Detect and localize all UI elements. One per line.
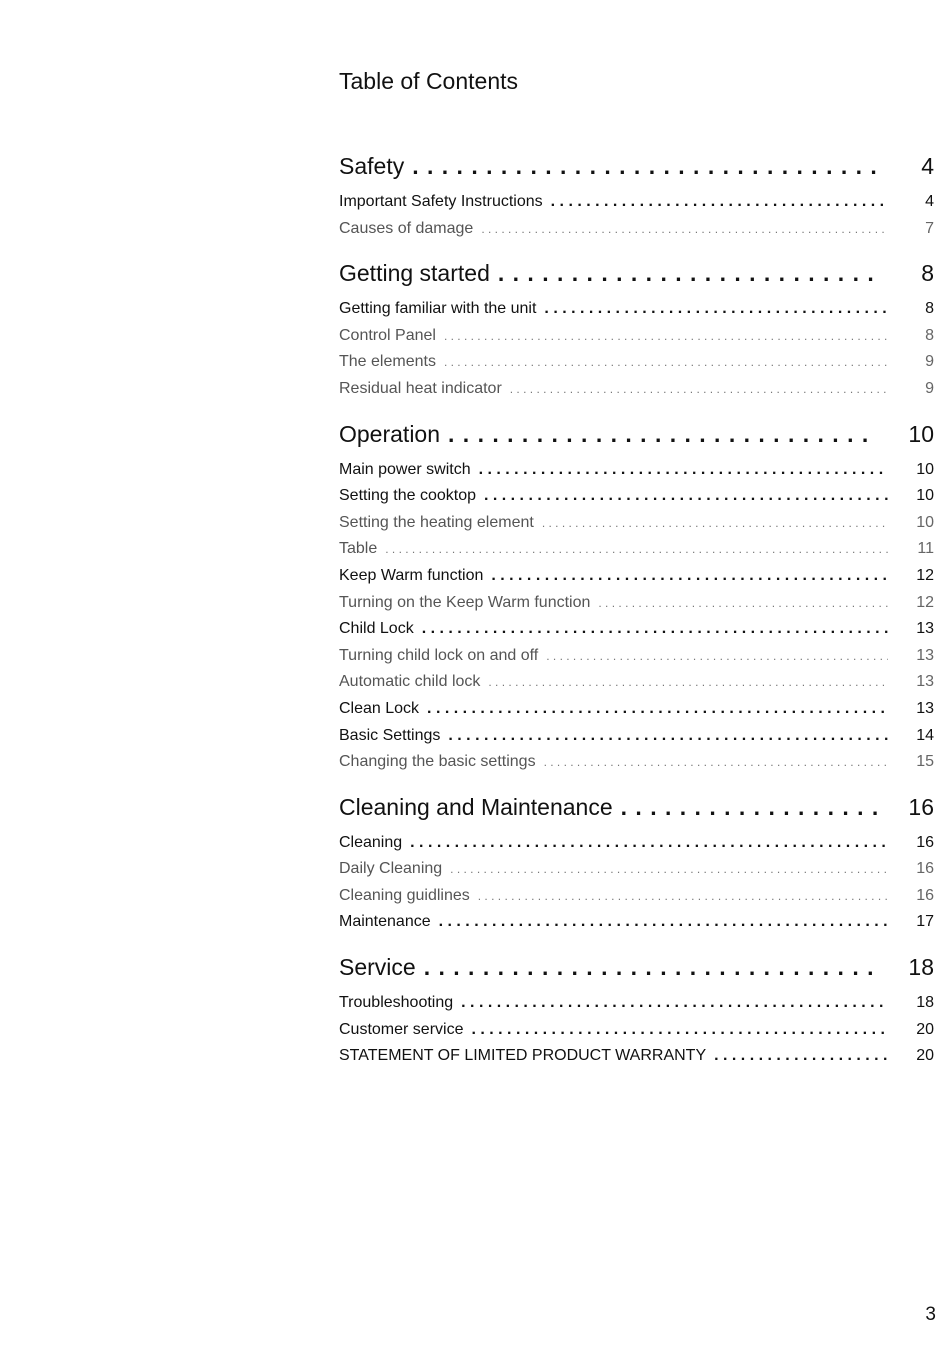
toc-entry-page: 17 xyxy=(916,913,934,931)
toc-entry[interactable] xyxy=(339,647,934,674)
toc-section xyxy=(339,794,934,940)
toc-entry-label: Operation xyxy=(339,420,441,447)
toc-heading[interactable] xyxy=(339,421,934,461)
toc-entry-page: 13 xyxy=(916,699,934,717)
toc-entry-label: Causes of damage xyxy=(339,219,474,237)
toc-entry-label: Basic Settings xyxy=(339,726,441,744)
toc-entry-page: 10 xyxy=(916,513,934,531)
toc-entry-label: Clean Lock xyxy=(339,699,420,717)
dot-leader xyxy=(471,1021,888,1039)
toc-entry-label: Cleaning xyxy=(339,833,403,851)
toc-entry-label: The elements xyxy=(339,353,436,371)
toc-entry-label: Service xyxy=(339,954,416,981)
toc-heading[interactable] xyxy=(339,260,934,300)
toc-entry-page: 16 xyxy=(916,886,934,904)
toc-entry[interactable] xyxy=(339,193,934,220)
dot-leader xyxy=(488,675,888,689)
toc-entry[interactable] xyxy=(339,887,934,914)
dot-leader xyxy=(598,596,888,610)
toc-entry-label: Setting the heating element xyxy=(339,513,534,531)
toc-entry-page: 10 xyxy=(908,420,934,447)
toc-entry-label: Residual heat indicator xyxy=(339,379,502,397)
dot-leader xyxy=(427,700,888,718)
toc-entry-label: Getting familiar with the unit xyxy=(339,300,537,318)
toc-entry-page: 16 xyxy=(916,833,934,851)
toc-entry[interactable] xyxy=(339,594,934,621)
dot-leader xyxy=(621,794,878,821)
dot-leader xyxy=(385,542,888,556)
toc-entry-page: 4 xyxy=(921,153,934,179)
toc-entry-page: 11 xyxy=(917,540,934,558)
toc-entry-label: Control Panel xyxy=(339,326,436,344)
dot-leader xyxy=(479,461,888,479)
dot-leader xyxy=(544,300,888,318)
toc-entry[interactable] xyxy=(339,753,934,780)
toc-entry-page: 16 xyxy=(908,793,934,820)
dot-leader xyxy=(551,193,888,211)
toc-entry-label: Child Lock xyxy=(339,620,414,638)
toc-entry[interactable] xyxy=(339,834,934,861)
toc-heading[interactable] xyxy=(339,954,934,994)
page-title: Table of Contents xyxy=(339,68,519,94)
dot-leader xyxy=(498,260,878,287)
toc-entry-page: 9 xyxy=(925,353,934,371)
toc-entry[interactable] xyxy=(339,1047,934,1074)
toc-entry-label: Daily Cleaning xyxy=(339,860,443,878)
toc-entry[interactable] xyxy=(339,1021,934,1048)
toc-entry-page: 8 xyxy=(921,260,934,287)
toc-entry[interactable] xyxy=(339,913,934,940)
toc-entry-label: Keep Warm function xyxy=(339,566,484,584)
toc-entry-page: 8 xyxy=(925,326,934,344)
toc-entry-page: 13 xyxy=(916,646,934,664)
toc-entry[interactable] xyxy=(339,461,934,488)
toc-entry-label: Turning on the Keep Warm function xyxy=(339,593,591,611)
toc-entry-page: 14 xyxy=(916,726,934,744)
dot-leader xyxy=(461,994,888,1012)
dot-leader xyxy=(481,222,888,236)
toc-entry-label: STATEMENT OF LIMITED PRODUCT WARRANTY xyxy=(339,1047,707,1065)
dot-leader xyxy=(410,834,888,852)
toc-entry-page: 12 xyxy=(916,566,934,584)
toc-entry-page: 10 xyxy=(916,487,934,505)
toc-section xyxy=(339,421,934,780)
toc-entry-label: Changing the basic settings xyxy=(339,753,536,771)
toc-entry-page: 7 xyxy=(925,219,934,237)
toc-entry-page: 20 xyxy=(916,1047,934,1065)
toc-entry-label: Setting the cooktop xyxy=(339,487,476,505)
toc-entry-page: 18 xyxy=(916,994,934,1012)
toc-entry[interactable] xyxy=(339,487,934,514)
toc-entry-label: Important Safety Instructions xyxy=(339,193,543,210)
toc-entry[interactable] xyxy=(339,994,934,1021)
toc-entry[interactable] xyxy=(339,673,934,700)
dot-leader xyxy=(424,954,878,981)
toc-entry-label: Cleaning and Maintenance xyxy=(339,793,613,820)
toc-section xyxy=(339,153,934,246)
dot-leader xyxy=(714,1047,888,1065)
toc-entry[interactable] xyxy=(339,514,934,541)
toc-entry[interactable] xyxy=(339,300,934,327)
dot-leader xyxy=(448,727,888,745)
toc-entry-label: Turning child lock on and off xyxy=(339,646,539,664)
toc-entry-page: 13 xyxy=(916,673,934,691)
toc-entry-label: Maintenance xyxy=(339,913,431,931)
toc-entry-page: 4 xyxy=(925,193,934,210)
toc-entry-label: Troubleshooting xyxy=(339,994,454,1012)
toc-section xyxy=(339,260,934,406)
toc-section xyxy=(339,954,934,1074)
toc-entry[interactable] xyxy=(339,353,934,380)
toc-entry-page: 12 xyxy=(916,593,934,611)
toc-entry-page: 16 xyxy=(916,860,934,878)
toc-entry[interactable] xyxy=(339,540,934,567)
toc-entry-label: Customer service xyxy=(339,1020,464,1038)
dot-leader xyxy=(444,329,888,343)
dot-leader xyxy=(422,620,888,638)
toc-heading[interactable] xyxy=(339,153,934,193)
toc-entry-page: 15 xyxy=(916,753,934,771)
page-number: 3 xyxy=(925,1304,936,1325)
dot-leader xyxy=(484,487,888,505)
toc-entry-page: 9 xyxy=(925,379,934,397)
dot-leader xyxy=(478,889,888,903)
dot-leader xyxy=(448,421,878,448)
table-of-contents xyxy=(339,153,934,1088)
toc-entry-label: Safety xyxy=(339,153,405,179)
toc-entry-page: 8 xyxy=(925,300,934,318)
dot-leader xyxy=(546,649,888,663)
dot-leader xyxy=(544,755,888,769)
toc-entry-label: Cleaning guidlines xyxy=(339,886,470,904)
toc-entry[interactable] xyxy=(339,620,934,647)
toc-entry-page: 18 xyxy=(908,954,934,981)
dot-leader xyxy=(412,153,878,180)
toc-entry-label: Table xyxy=(339,540,378,558)
dot-leader xyxy=(439,913,888,931)
toc-entry[interactable] xyxy=(339,860,934,887)
toc-entry-label: Main power switch xyxy=(339,460,471,478)
toc-entry[interactable] xyxy=(339,567,934,594)
toc-entry-label: Getting started xyxy=(339,260,490,287)
toc-entry-page: 13 xyxy=(916,620,934,638)
toc-entry-label: Automatic child lock xyxy=(339,673,481,691)
toc-entry[interactable] xyxy=(339,327,934,354)
toc-entry-page: 20 xyxy=(916,1020,934,1038)
dot-leader xyxy=(450,862,888,876)
dot-leader xyxy=(491,567,888,585)
toc-entry-page: 10 xyxy=(916,460,934,478)
toc-entry[interactable] xyxy=(339,700,934,727)
toc-entry[interactable] xyxy=(339,220,934,247)
dot-leader xyxy=(542,516,888,530)
toc-entry[interactable] xyxy=(339,727,934,754)
toc-heading[interactable] xyxy=(339,794,934,834)
dot-leader xyxy=(510,382,888,396)
dot-leader xyxy=(444,355,888,369)
toc-entry[interactable] xyxy=(339,380,934,407)
